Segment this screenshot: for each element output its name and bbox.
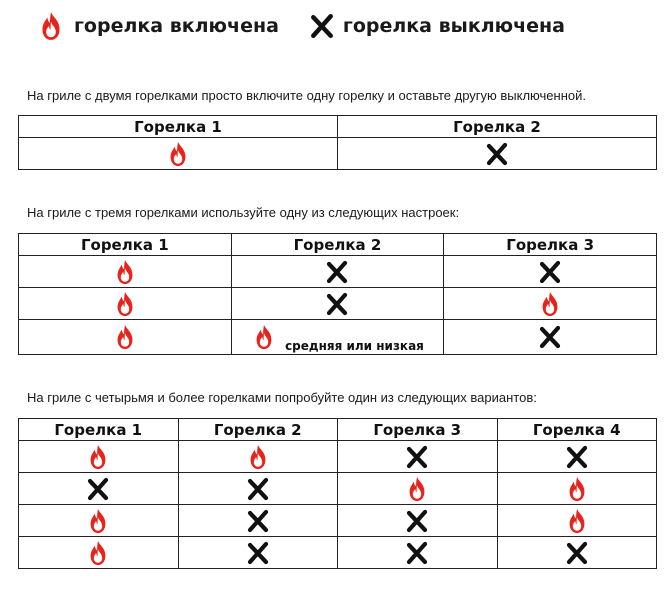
legend-off	[309, 13, 565, 39]
cross-icon	[485, 142, 509, 166]
table-two-burners	[18, 115, 657, 170]
burner-cell	[178, 537, 338, 569]
burner-cell	[497, 441, 657, 473]
flame-icon	[112, 259, 138, 285]
legend-on-label: горелка включена	[74, 15, 279, 37]
note-three-burners: На гриле с тремя горелками используйте одну из следующих настроек:	[27, 205, 460, 220]
flame-icon	[85, 444, 111, 470]
burner-cell	[338, 537, 498, 569]
note-four-burners: На гриле с четырьмя и более горелками попробуйте один из следующих вариантов:	[27, 390, 537, 405]
cross-icon	[405, 541, 429, 565]
burner-cell	[178, 441, 338, 473]
burner-cell	[19, 288, 232, 320]
burner-cell	[19, 320, 232, 355]
burner-cell	[497, 537, 657, 569]
cross-icon	[86, 477, 110, 501]
burner-setting-note: средняя или низкая	[285, 339, 424, 353]
note-two-burners: На гриле с двумя горелками просто включите одну горелку и оставьте другую выключенной.	[27, 88, 586, 103]
legend	[36, 8, 595, 44]
legend-off-label: горелка выключена	[342, 15, 565, 37]
cross-icon	[246, 477, 270, 501]
cross-icon	[565, 445, 589, 469]
column-header: Горелка 1	[19, 419, 179, 441]
burner-cell	[231, 288, 444, 320]
column-header: Горелка 4	[497, 419, 657, 441]
flame-icon	[564, 476, 590, 502]
table-row	[19, 505, 657, 537]
burner-cell	[19, 441, 179, 473]
burner-cell	[19, 256, 232, 288]
burner-cell	[338, 138, 657, 170]
burner-cell	[178, 505, 338, 537]
table-row	[19, 441, 657, 473]
burner-cell	[19, 505, 179, 537]
column-header: Горелка 3	[444, 234, 657, 256]
burner-cell	[444, 288, 657, 320]
table-row	[19, 320, 657, 355]
table-row	[19, 288, 657, 320]
cross-icon	[309, 13, 335, 39]
flame-icon	[85, 540, 111, 566]
column-header: Горелка 2	[231, 234, 444, 256]
column-header: Горелка 1	[19, 234, 232, 256]
burner-cell	[178, 473, 338, 505]
burner-cell	[19, 473, 179, 505]
cross-icon	[246, 509, 270, 533]
cross-icon	[405, 445, 429, 469]
flame-icon	[112, 291, 138, 317]
burner-cell	[338, 441, 498, 473]
table-row	[19, 537, 657, 569]
column-header: Горелка 3	[338, 419, 498, 441]
burner-cell	[444, 256, 657, 288]
flame-icon	[404, 476, 430, 502]
flame-icon	[85, 508, 111, 534]
flame-icon	[564, 508, 590, 534]
burner-cell	[231, 256, 444, 288]
burner-cell	[19, 537, 179, 569]
cross-icon	[325, 260, 349, 284]
flame-icon	[251, 324, 277, 350]
cross-icon	[246, 541, 270, 565]
cross-icon	[565, 541, 589, 565]
cross-icon	[325, 292, 349, 316]
flame-icon	[245, 444, 271, 470]
burner-cell	[444, 320, 657, 355]
legend-on	[36, 11, 279, 41]
column-header: Горелка 1	[19, 116, 338, 138]
flame-icon	[36, 11, 66, 41]
burner-cell	[497, 473, 657, 505]
cross-icon	[538, 260, 562, 284]
cross-icon	[405, 509, 429, 533]
table-three-burners	[18, 233, 657, 355]
flame-icon	[537, 291, 563, 317]
table-four-burners	[18, 418, 657, 569]
table-row	[19, 256, 657, 288]
burner-cell	[497, 505, 657, 537]
table-row	[19, 138, 657, 170]
cross-icon	[538, 325, 562, 349]
flame-icon	[112, 324, 138, 350]
table-row	[19, 473, 657, 505]
burner-cell	[19, 138, 338, 170]
burner-cell	[231, 320, 444, 355]
burner-cell	[338, 505, 498, 537]
column-header: Горелка 2	[338, 116, 657, 138]
column-header: Горелка 2	[178, 419, 338, 441]
flame-icon	[165, 141, 191, 167]
burner-cell	[338, 473, 498, 505]
